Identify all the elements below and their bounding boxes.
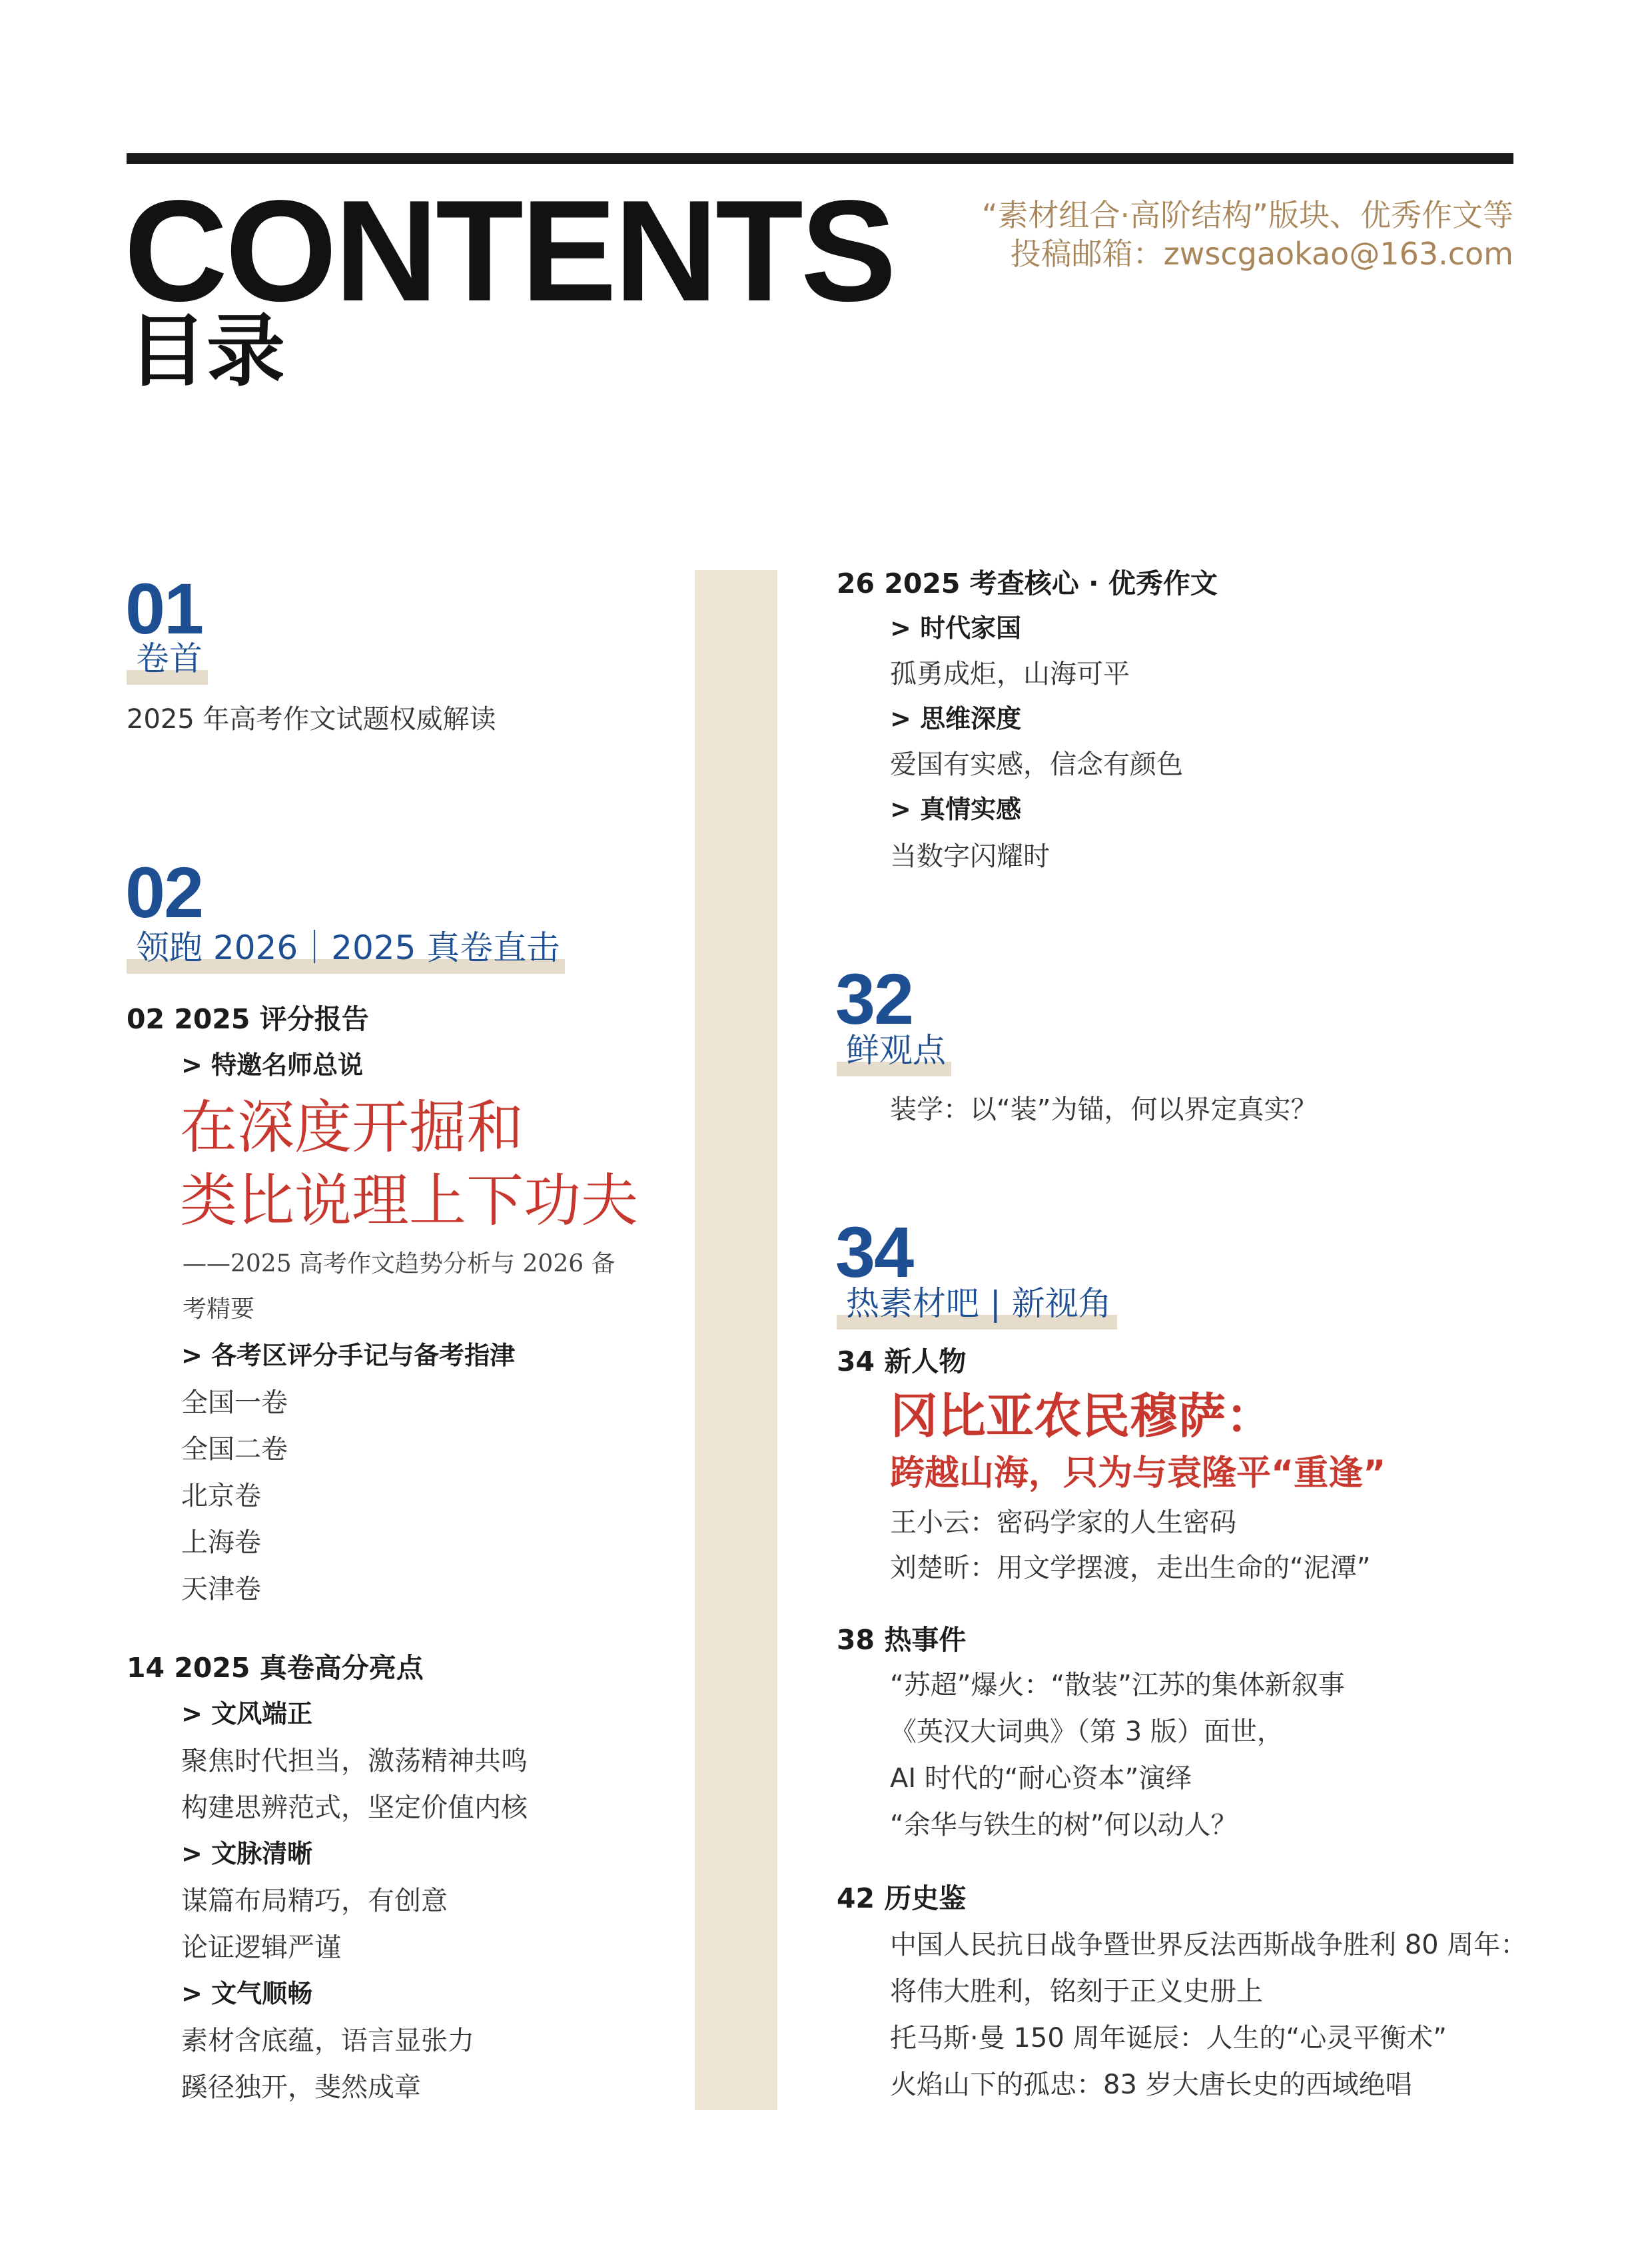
toc-subheading: > 真情实感 — [890, 795, 1022, 824]
toc-item[interactable]: “苏超”爆火：“散装”江苏的集体新叙事 — [890, 1670, 1345, 1700]
toc-subheading: > 特邀名师总说 — [181, 1050, 364, 1080]
top-rule — [127, 153, 1513, 164]
toc-item[interactable]: 天津卷 — [181, 1574, 261, 1605]
toc-item[interactable]: 2025 年高考作文试题权威解读 — [127, 704, 496, 735]
toc-item[interactable]: 北京卷 — [181, 1481, 261, 1511]
toc-item[interactable]: 刘楚昕：用文学摆渡，走出生命的“泥潭” — [890, 1553, 1371, 1583]
featured-article-title-line2[interactable]: 跨越山海，只为与袁隆平“重逢” — [890, 1453, 1386, 1493]
toc-heading[interactable]: 34 新人物 — [837, 1345, 967, 1377]
toc-subheading: > 各考区评分手记与备考指津 — [181, 1341, 516, 1370]
section-number-32: 32 — [835, 958, 913, 1039]
toc-item[interactable]: 全国一卷 — [181, 1387, 288, 1418]
toc-item[interactable]: 装学：以“装”为锚，何以界定真实？ — [890, 1094, 1318, 1125]
section-tag-34[interactable]: 热素材吧 | 新视角 — [838, 1287, 1117, 1320]
center-divider-bar — [695, 570, 777, 2110]
toc-item[interactable]: 谋篇布局精巧，有创意 — [181, 1886, 448, 1916]
toc-heading[interactable]: 42 历史鉴 — [837, 1882, 967, 1914]
toc-item[interactable]: 《英汉大词典》（第 3 版）面世， — [890, 1716, 1284, 1747]
toc-item[interactable]: 论证逻辑严谨 — [181, 1932, 341, 1963]
toc-heading[interactable]: 14 2025 真卷高分亮点 — [127, 1652, 424, 1684]
page-title-chinese: 目录 — [128, 305, 286, 397]
toc-item[interactable]: 火焰山下的孤忠：83 岁大唐长史的西域绝唱 — [890, 2069, 1412, 2100]
featured-article-subtitle-line1: ——2025 高考作文趋势分析与 2026 备 — [183, 1250, 616, 1278]
page-title-english: CONTENTS — [124, 170, 894, 331]
submission-note: “素材组合·高阶结构”版块、优秀作文等 — [981, 197, 1513, 233]
section-tag-32[interactable]: 鲜观点 — [838, 1034, 951, 1067]
featured-article-subtitle-line2: 考精要 — [183, 1296, 255, 1323]
toc-item[interactable]: 托马斯·曼 150 周年诞辰：人生的“心灵平衡术” — [890, 2023, 1447, 2054]
toc-item[interactable]: 中国人民抗日战争暨世界反法西斯战争胜利 80 周年： — [890, 1930, 1527, 1960]
toc-item[interactable]: 蹊径独开，斐然成章 — [181, 2072, 421, 2103]
toc-subheading: > 文气顺畅 — [181, 1979, 313, 2008]
toc-heading[interactable]: 38 热事件 — [837, 1624, 967, 1656]
toc-item[interactable]: 聚焦时代担当，激荡精神共鸣 — [181, 1746, 528, 1776]
toc-subheading: > 文风端正 — [181, 1699, 313, 1728]
toc-item[interactable]: 当数字闪耀时 — [890, 841, 1050, 872]
toc-item[interactable]: AI 时代的“耐心资本”演绎 — [890, 1763, 1192, 1794]
toc-subheading: > 时代家国 — [890, 613, 1022, 643]
toc-subheading: > 思维深度 — [890, 704, 1022, 733]
submission-email[interactable]: 投稿邮箱：zwscgaokao@163.com — [1010, 236, 1513, 272]
toc-item[interactable]: 素材含底蕴，语言显张力 — [181, 2026, 474, 2056]
toc-item[interactable]: 全国二卷 — [181, 1434, 288, 1465]
toc-item[interactable]: 爱国有实感，信念有颜色 — [890, 749, 1183, 780]
toc-heading[interactable]: 26 2025 考查核心 · 优秀作文 — [837, 567, 1218, 599]
toc-item[interactable]: 王小云：密码学家的人生密码 — [890, 1507, 1236, 1538]
featured-article-title-line1[interactable]: 在深度开掘和 — [180, 1094, 524, 1161]
toc-item[interactable]: 孤勇成炬，山海可平 — [890, 659, 1130, 689]
section-number-02: 02 — [125, 852, 203, 933]
featured-article-title-line2[interactable]: 类比说理上下功夫 — [180, 1168, 638, 1234]
section-tag-02[interactable]: 领跑 2026｜2025 真卷直击 — [128, 931, 565, 964]
toc-item[interactable]: 构建思辨范式，坚定价值内核 — [181, 1792, 528, 1823]
featured-article-title-line1[interactable]: 冈比亚农民穆萨： — [890, 1388, 1274, 1444]
section-tag-01[interactable]: 卷首 — [128, 642, 208, 675]
toc-item[interactable]: “余华与铁生的树”何以动人？ — [890, 1810, 1238, 1840]
toc-subheading: > 文脉清晰 — [181, 1839, 313, 1868]
section-number-01: 01 — [125, 568, 203, 649]
section-number-34: 34 — [835, 1212, 913, 1292]
toc-heading[interactable]: 02 2025 评分报告 — [127, 1003, 369, 1035]
toc-item[interactable]: 上海卷 — [181, 1527, 261, 1558]
toc-item[interactable]: 将伟大胜利，铭刻于正义史册上 — [890, 1976, 1263, 2007]
